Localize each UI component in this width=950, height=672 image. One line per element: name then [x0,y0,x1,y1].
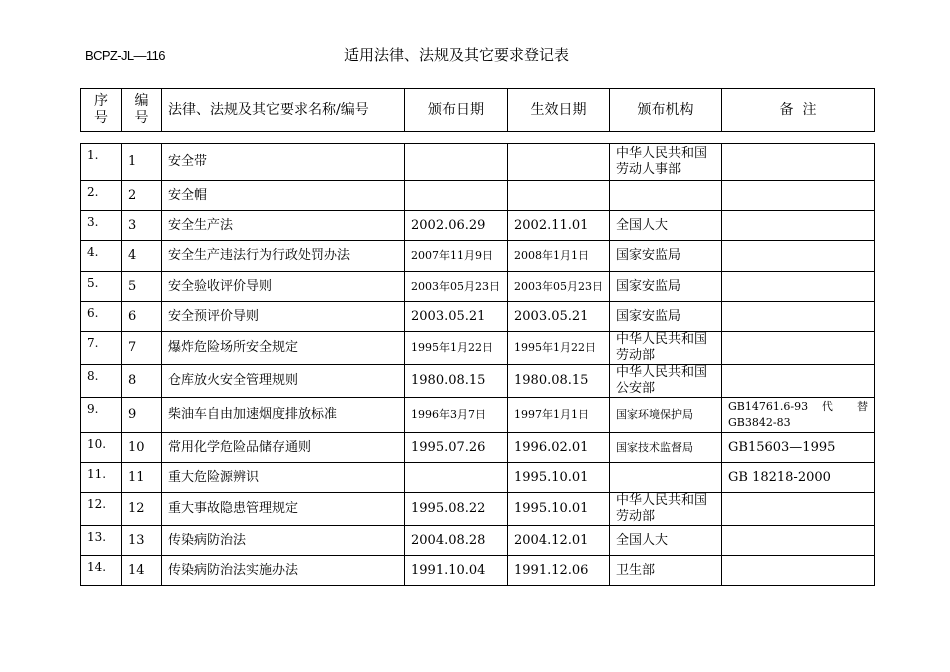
row-issuer [610,463,722,493]
document-title: 适用法律、法规及其它要求登记表 [344,46,570,64]
row-seq: 1. [81,144,122,181]
row-effective-date: 1995.10.01 [508,463,610,493]
row-issuer: 中华人民共和国公安部 [610,365,722,398]
row-remark [722,302,875,332]
table-row [81,181,875,211]
row-remark [722,144,875,181]
row-number: 4 [122,241,162,272]
table-row [81,211,875,241]
row-law-name: 传染病防治法实施办法 [162,556,405,586]
row-issue-date: 1980.08.15 [405,365,508,398]
row-remark [722,241,875,272]
row-law-name: 重大危险源辨识 [162,463,405,493]
row-number: 8 [122,365,162,398]
header-effective-date: 生效日期 [508,89,610,132]
row-seq: 14. [81,556,122,586]
row-law-name: 安全预评价导则 [162,302,405,332]
row-law-name: 安全生产违法行为行政处罚办法 [162,241,405,272]
table-row [81,144,875,181]
row-issue-date [405,181,508,211]
row-remark [722,332,875,365]
row-issuer: 国家安监局 [610,241,722,272]
row-law-name: 传染病防治法 [162,526,405,556]
row-law-name: 爆炸危险场所安全规定 [162,332,405,365]
row-remark [722,556,875,586]
row-issue-date: 1995.08.22 [405,493,508,526]
row-number: 12 [122,493,162,526]
row-seq: 9. [81,398,122,433]
row-law-name: 柴油车自由加速烟度排放标准 [162,398,405,433]
row-law-name: 安全帽 [162,181,405,211]
header-remark: 备 注 [722,89,875,132]
row-seq: 12. [81,493,122,526]
row-number: 7 [122,332,162,365]
row-law-name: 安全生产法 [162,211,405,241]
row-issuer: 国家环境保护局 [610,398,722,433]
row-issuer: 全国人大 [610,211,722,241]
table-row [81,272,875,302]
row-remark: GB14761.6-93 代 替 GB3842-83 [722,398,875,433]
row-number: 14 [122,556,162,586]
row-seq: 2. [81,181,122,211]
row-effective-date [508,144,610,181]
row-issuer: 卫生部 [610,556,722,586]
row-seq: 7. [81,332,122,365]
row-seq: 3. [81,211,122,241]
row-number: 10 [122,433,162,463]
row-issuer: 中华人民共和国劳动人事部 [610,144,722,181]
header-seq: 序 号 [81,89,122,132]
row-remark: GB15603—1995 [722,433,875,463]
row-issue-date: 1995.07.26 [405,433,508,463]
header-issue-date: 颁布日期 [405,89,508,132]
row-issue-date: 1991.10.04 [405,556,508,586]
row-seq: 8. [81,365,122,398]
row-issuer: 全国人大 [610,526,722,556]
row-law-name: 安全带 [162,144,405,181]
row-effective-date: 2004.12.01 [508,526,610,556]
row-issue-date: 2002.06.29 [405,211,508,241]
row-effective-date: 2008年1月1日 [508,241,610,272]
row-remark: GB 18218-2000 [722,463,875,493]
row-issuer: 中华人民共和国劳动部 [610,493,722,526]
row-seq: 13. [81,526,122,556]
row-number: 5 [122,272,162,302]
row-number: 1 [122,144,162,181]
row-number: 6 [122,302,162,332]
row-effective-date: 2003年05月23日 [508,272,610,302]
header-issuer: 颁布机构 [610,89,722,132]
row-issuer: 国家技术监督局 [610,433,722,463]
table-row [81,433,875,463]
row-effective-date [508,181,610,211]
row-seq: 5. [81,272,122,302]
header-num: 编 号 [122,89,162,132]
row-issue-date: 2003.05.21 [405,302,508,332]
row-issue-date [405,144,508,181]
row-issue-date: 1995年1月22日 [405,332,508,365]
row-law-name: 重大事故隐患管理规定 [162,493,405,526]
row-seq: 11. [81,463,122,493]
row-effective-date: 2002.11.01 [508,211,610,241]
row-law-name: 仓库放火安全管理规则 [162,365,405,398]
row-issuer: 国家安监局 [610,272,722,302]
row-issuer [610,181,722,211]
row-issuer: 国家安监局 [610,302,722,332]
row-seq: 10. [81,433,122,463]
table-row [81,556,875,586]
row-law-name: 安全验收评价导则 [162,272,405,302]
table-row [81,365,875,398]
table-row [81,332,875,365]
row-effective-date: 1996.02.01 [508,433,610,463]
row-issue-date: 2003年05月23日 [405,272,508,302]
row-effective-date: 2003.05.21 [508,302,610,332]
row-remark [722,211,875,241]
row-issue-date: 2004.08.28 [405,526,508,556]
row-issuer: 中华人民共和国劳动部 [610,332,722,365]
table-row [81,398,875,433]
row-number: 13 [122,526,162,556]
register-table [80,143,875,586]
row-effective-date: 1991.12.06 [508,556,610,586]
row-remark [722,272,875,302]
row-seq: 6. [81,302,122,332]
table-row [81,302,875,332]
row-number: 9 [122,398,162,433]
header-table [80,88,875,132]
document-code: BCPZ-JL—116 [85,48,165,63]
row-remark [722,493,875,526]
table-row [81,493,875,526]
row-seq: 4. [81,241,122,272]
row-issue-date: 2007年11月9日 [405,241,508,272]
row-remark [722,181,875,211]
header-name: 法律、法规及其它要求名称/编号 [162,89,405,132]
row-effective-date: 1995.10.01 [508,493,610,526]
row-number: 3 [122,211,162,241]
row-effective-date: 1995年1月22日 [508,332,610,365]
row-issue-date [405,463,508,493]
row-remark [722,526,875,556]
row-effective-date: 1980.08.15 [508,365,610,398]
table-row [81,526,875,556]
table-row [81,241,875,272]
row-number: 2 [122,181,162,211]
row-law-name: 常用化学危险品储存通则 [162,433,405,463]
row-number: 11 [122,463,162,493]
row-remark [722,365,875,398]
row-effective-date: 1997年1月1日 [508,398,610,433]
table-row [81,463,875,493]
row-issue-date: 1996年3月7日 [405,398,508,433]
